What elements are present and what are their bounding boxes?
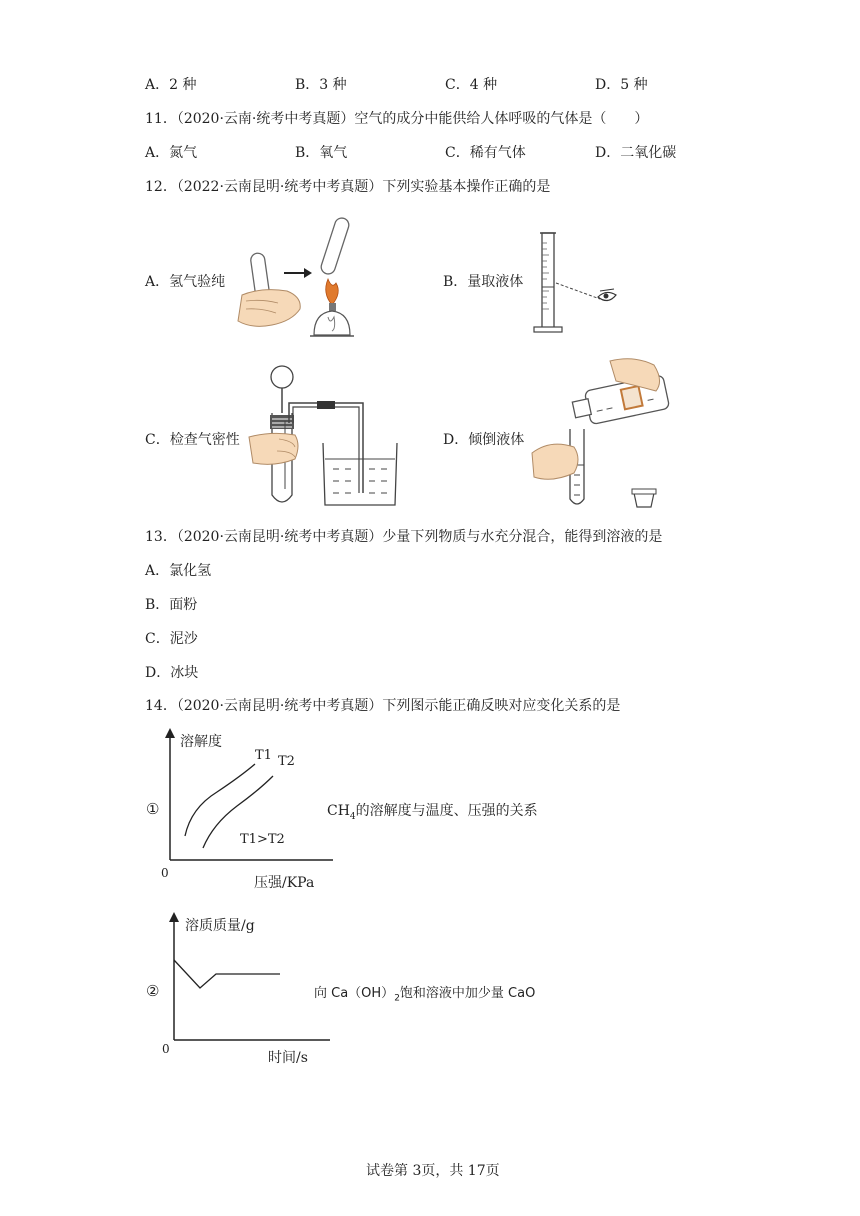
graph-2-xlabel: 时间/s [268,1050,308,1066]
q13-option-a: A．氯化氢 [145,563,212,579]
q12-option-b: B．量取液体 [443,274,524,290]
graph-1-origin: 0 [161,866,169,880]
q13-option-c: C．泥沙 [145,631,198,647]
page-footer: 试卷第 3页，共 17页 [366,1163,500,1179]
graph-1-ylabel: 溶解度 [180,734,222,750]
q10-option-d: D．5 种 [595,77,648,93]
hydrogen-purity-test-figure [232,213,367,343]
pouring-liquid-figure [530,355,670,513]
graph-1-note: T1>T2 [240,832,285,847]
q13-stem: 13．（2020·云南昆明·统考中考真题）少量下列物质与水充分混合，能得到溶液的是 [145,529,663,545]
graph-1-curve-t2: T2 [278,754,295,769]
q10-option-a: A．2 种 [145,77,197,93]
graduated-cylinder-figure [530,225,625,335]
airtightness-check-figure [245,363,400,511]
graph-2-ylabel: 溶质质量/g [185,918,255,934]
q11-option-a: A．氮气 [145,145,198,161]
graph-1-xlabel: 压强/KPa [254,875,315,891]
q11-option-d: D．二氧化碳 [595,145,677,161]
q13-option-d: D．冰块 [145,665,199,681]
q10-option-b: B．3 种 [295,77,347,93]
q12-stem: 12．（2022·云南昆明·统考中考真题）下列实验基本操作正确的是 [145,179,551,195]
q12-option-c: C．检查气密性 [145,432,240,448]
graph-2-number: ② [146,982,160,1000]
q12-option-a: A．氢气验纯 [145,274,226,290]
q11-option-c: C．稀有气体 [445,145,526,161]
graph-2-origin: 0 [162,1042,170,1056]
q11-stem: 11．（2020·云南·统考中考真题）空气的成分中能供给人体呼吸的气体是（ ） [145,111,649,127]
q12-option-d: D．倾倒液体 [443,432,525,448]
graph-1-curve-t1: T1 [255,748,272,763]
graph-1-number: ① [146,800,160,818]
graph-2-caption: 向 $Ca(OH)_2$饱和溶液中加少量 CaO [314,986,536,1004]
q11-option-b: B．氧气 [295,145,348,161]
q13-option-b: B．面粉 [145,597,198,613]
q10-option-c: C．4 种 [445,77,498,93]
graph-1-caption: $CH_4$的溶解度与温度、压强的关系 [327,803,538,822]
q14-stem: 14．（2020·云南昆明·统考中考真题）下列图示能正确反映对应变化关系的是 [145,698,621,714]
solubility-pressure-graph [155,728,340,893]
